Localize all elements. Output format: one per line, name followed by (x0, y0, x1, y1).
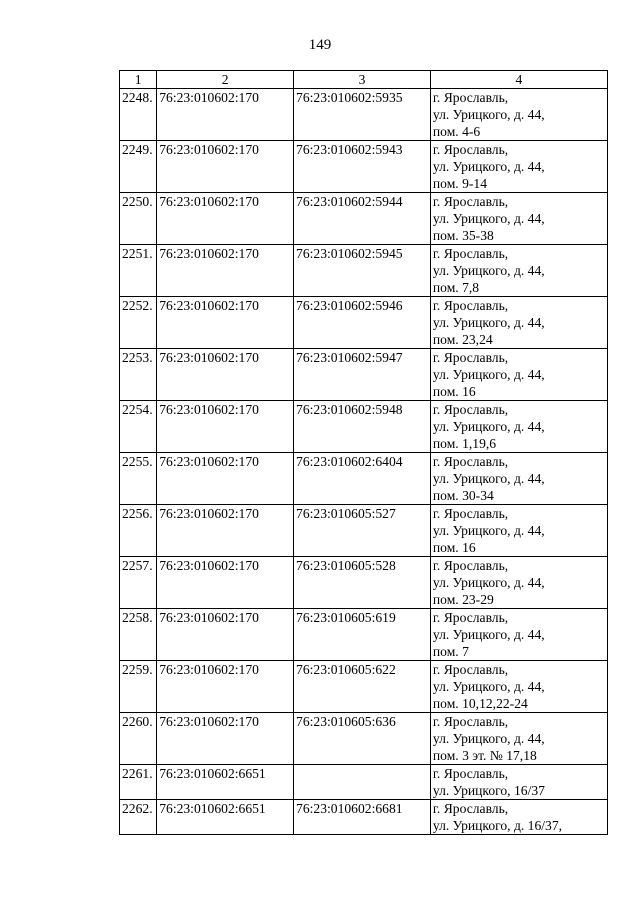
address-line: ул. Урицкого, д. 44, (432, 679, 545, 694)
address-line: г. Ярославль, (432, 801, 509, 816)
column-header: 1 (120, 71, 157, 89)
cadastral-number-cell: 76:23:010602:170 (157, 453, 294, 505)
address-line: ул. Урицкого, 16/37 (432, 783, 545, 798)
table-row (120, 401, 608, 453)
table-row (120, 297, 608, 349)
address-line: пом. 23,24 (432, 332, 493, 347)
address-line: г. Ярославль, (432, 558, 509, 573)
address-cell (430, 609, 607, 661)
address-line: ул. Урицкого, д. 16/37, (432, 818, 563, 833)
table-row (120, 505, 608, 557)
address-line: г. Ярославль, (432, 610, 509, 625)
table-row (120, 765, 608, 800)
address-line: пом. 1,19,6 (432, 436, 497, 451)
address-line: г. Ярославль, (432, 402, 509, 417)
address-line: ул. Урицкого, д. 44, (432, 263, 545, 278)
address-cell (430, 245, 607, 297)
address-line: ул. Урицкого, д. 44, (432, 367, 545, 382)
address-line: г. Ярославль, (432, 246, 509, 261)
cadastral-number-cell: 76:23:010602:170 (157, 193, 294, 245)
address-line: ул. Урицкого, д. 44, (432, 523, 545, 538)
address-line: пом. 10,12,22-24 (432, 696, 528, 711)
cadastral-number-cell: 76:23:010605:527 (294, 505, 431, 557)
cadastral-number-cell: 76:23:010602:5943 (294, 141, 431, 193)
address-line: ул. Урицкого, д. 44, (432, 627, 545, 642)
row-number-cell: 2248. (120, 89, 157, 141)
address-line: пом. 9-14 (432, 176, 488, 191)
table-row (120, 193, 608, 245)
table-row (120, 141, 608, 193)
cadastral-number-cell: 76:23:010605:528 (294, 557, 431, 609)
cadastral-number-cell: 76:23:010605:636 (294, 713, 431, 765)
row-number-cell: 2260. (120, 713, 157, 765)
address-line: г. Ярославль, (432, 142, 509, 157)
address-line: пом. 7 (432, 644, 469, 659)
address-cell (430, 661, 607, 713)
address-cell (430, 453, 607, 505)
address-line: пом. 3 эт. № 17,18 (432, 748, 537, 763)
address-cell (430, 193, 607, 245)
address-cell (430, 800, 607, 835)
address-line: пом. 23-29 (432, 592, 494, 607)
cadastral-number-cell: 76:23:010602:5946 (294, 297, 431, 349)
address-cell (430, 141, 607, 193)
cadastral-number-cell: 76:23:010602:5944 (294, 193, 431, 245)
row-number-cell: 2252. (120, 297, 157, 349)
table-row (120, 349, 608, 401)
register-table (119, 70, 608, 835)
cadastral-number-cell: 76:23:010602:5947 (294, 349, 431, 401)
row-number-cell: 2255. (120, 453, 157, 505)
address-line: пом. 35-38 (432, 228, 494, 243)
address-line: ул. Урицкого, д. 44, (432, 107, 545, 122)
row-number-cell: 2259. (120, 661, 157, 713)
cadastral-number-cell: 76:23:010602:170 (157, 609, 294, 661)
address-cell (430, 349, 607, 401)
column-header: 4 (430, 71, 607, 89)
address-cell (430, 89, 607, 141)
cadastral-number-cell: 76:23:010605:619 (294, 609, 431, 661)
address-line: пом. 30-34 (432, 488, 494, 503)
address-cell (430, 297, 607, 349)
cadastral-number-cell: 76:23:010602:170 (157, 349, 294, 401)
cadastral-number-cell: 76:23:010602:5945 (294, 245, 431, 297)
cadastral-number-cell: 76:23:010602:170 (157, 401, 294, 453)
address-cell (430, 765, 607, 800)
table-row (120, 89, 608, 141)
row-number-cell: 2256. (120, 505, 157, 557)
cadastral-number-cell: 76:23:010602:5948 (294, 401, 431, 453)
address-line: г. Ярославль, (432, 194, 509, 209)
table-body (120, 89, 608, 835)
address-line: ул. Урицкого, д. 44, (432, 315, 545, 330)
cadastral-number-cell: 76:23:010602:170 (157, 505, 294, 557)
address-line: г. Ярославль, (432, 506, 509, 521)
cadastral-number-cell: 76:23:010602:170 (157, 661, 294, 713)
row-number-cell: 2249. (120, 141, 157, 193)
cadastral-number-cell (294, 765, 431, 800)
address-cell (430, 557, 607, 609)
column-header: 2 (157, 71, 294, 89)
table-row (120, 453, 608, 505)
row-number-cell: 2257. (120, 557, 157, 609)
cadastral-number-cell: 76:23:010602:170 (157, 713, 294, 765)
cadastral-number-cell: 76:23:010602:6651 (157, 800, 294, 835)
address-line: г. Ярославль, (432, 662, 509, 677)
cadastral-number-cell: 76:23:010602:6404 (294, 453, 431, 505)
address-line: ул. Урицкого, д. 44, (432, 159, 545, 174)
address-line: г. Ярославль, (432, 766, 509, 781)
address-line: ул. Урицкого, д. 44, (432, 731, 545, 746)
address-line: пом. 16 (432, 384, 476, 399)
cadastral-number-cell: 76:23:010602:170 (157, 245, 294, 297)
address-line: г. Ярославль, (432, 454, 509, 469)
row-number-cell: 2261. (120, 765, 157, 800)
address-line: г. Ярославль, (432, 714, 509, 729)
table-row (120, 245, 608, 297)
address-line: г. Ярославль, (432, 90, 509, 105)
address-cell (430, 401, 607, 453)
address-line: пом. 16 (432, 540, 476, 555)
row-number-cell: 2253. (120, 349, 157, 401)
row-number-cell: 2250. (120, 193, 157, 245)
address-line: пом. 4-6 (432, 124, 481, 139)
address-cell (430, 505, 607, 557)
address-line: пом. 7,8 (432, 280, 480, 295)
cadastral-number-cell: 76:23:010602:6681 (294, 800, 431, 835)
address-line: ул. Урицкого, д. 44, (432, 471, 545, 486)
page-number: 149 (308, 37, 332, 53)
cadastral-number-cell: 76:23:010602:170 (157, 89, 294, 141)
address-line: ул. Урицкого, д. 44, (432, 211, 545, 226)
table-row (120, 713, 608, 765)
header-row (120, 71, 608, 89)
cadastral-number-cell: 76:23:010602:170 (157, 297, 294, 349)
address-line: ул. Урицкого, д. 44, (432, 575, 545, 590)
cadastral-number-cell: 76:23:010602:5935 (294, 89, 431, 141)
address-line: г. Ярославль, (432, 350, 509, 365)
table-row (120, 800, 608, 835)
cadastral-number-cell: 76:23:010602:170 (157, 557, 294, 609)
cadastral-number-cell: 76:23:010605:622 (294, 661, 431, 713)
address-line: ул. Урицкого, д. 44, (432, 419, 545, 434)
address-line: г. Ярославль, (432, 298, 509, 313)
address-cell (430, 713, 607, 765)
row-number-cell: 2262. (120, 800, 157, 835)
table-row (120, 557, 608, 609)
cadastral-number-cell: 76:23:010602:6651 (157, 765, 294, 800)
table-row (120, 661, 608, 713)
column-header: 3 (294, 71, 431, 89)
table-row (120, 609, 608, 661)
row-number-cell: 2258. (120, 609, 157, 661)
row-number-cell: 2251. (120, 245, 157, 297)
row-number-cell: 2254. (120, 401, 157, 453)
cadastral-number-cell: 76:23:010602:170 (157, 141, 294, 193)
